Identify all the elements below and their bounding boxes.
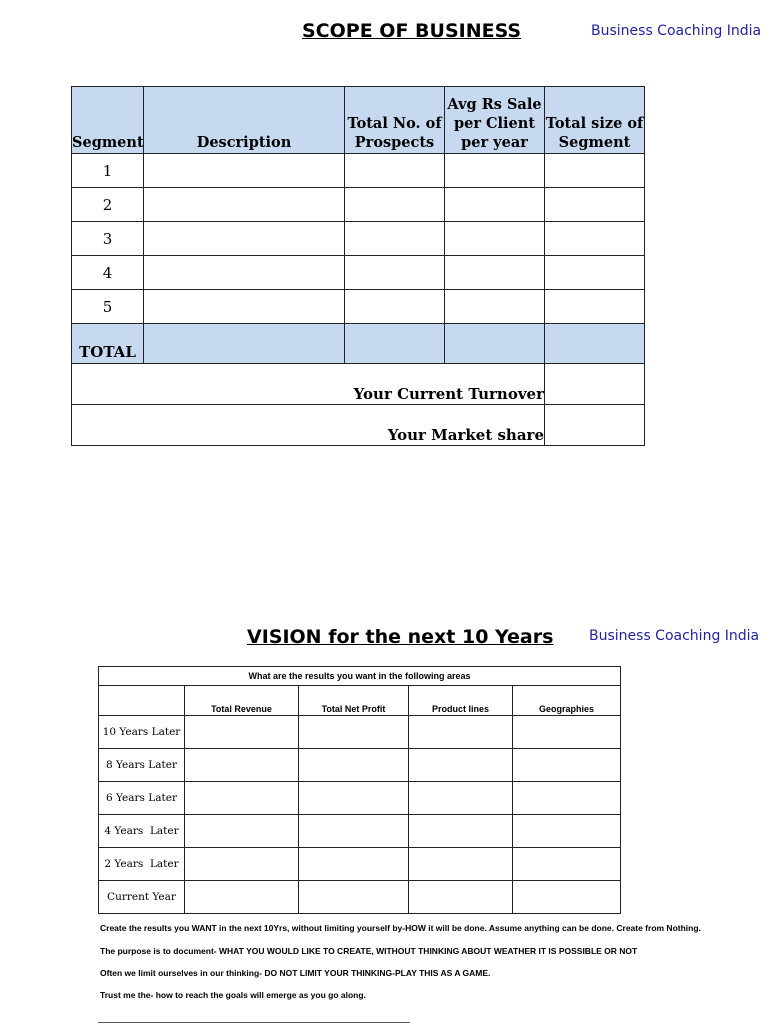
geographies-cell[interactable] [513, 815, 621, 848]
scope-brand: Business Coaching India [591, 23, 762, 39]
vision-row [99, 716, 621, 749]
market-share-value-cell[interactable] [545, 405, 645, 446]
bottom-divider [98, 1022, 410, 1023]
geographies-cell[interactable] [513, 749, 621, 782]
vision-title: VISION for the next 10 Years [247, 626, 554, 648]
product-lines-cell[interactable] [409, 815, 513, 848]
vision-row [99, 815, 621, 848]
net-profit-cell[interactable] [299, 716, 409, 749]
market-share-label: Your Market share [72, 405, 545, 446]
turnover-label: Your Current Turnover [72, 364, 545, 405]
total-description-cell[interactable] [144, 324, 345, 364]
revenue-cell[interactable] [185, 782, 299, 815]
net-profit-header: Total Net Profit [299, 686, 409, 716]
prospects-cell[interactable] [345, 290, 445, 324]
instruction-note: Trust me the- how to reach the goals will emerge as you go along. [100, 990, 366, 1000]
table-row [72, 154, 645, 188]
instruction-note: Create the results you WANT in the next 10Yrs, without limiting yourself by-HOW it will be done. Assume anything can be done. Create from Nothing. [100, 923, 701, 933]
table-row [72, 188, 645, 222]
turnover-value-cell[interactable] [545, 364, 645, 405]
segment-size-header: Total size of Segment [545, 87, 645, 154]
avg-sale-cell[interactable] [445, 154, 545, 188]
product-lines-header: Product lines [409, 686, 513, 716]
vision-corner-cell [99, 686, 185, 716]
vision-row [99, 848, 621, 881]
segment-number: 1 [72, 154, 144, 188]
avg-sale-header: Avg Rs Sale per Client per year [445, 87, 545, 154]
table-row [72, 222, 645, 256]
prospects-header: Total No. of Prospects [345, 87, 445, 154]
year-label: Current Year [99, 881, 185, 914]
description-cell[interactable] [144, 290, 345, 324]
prospects-cell[interactable] [345, 256, 445, 290]
revenue-cell[interactable] [185, 749, 299, 782]
product-lines-cell[interactable] [409, 716, 513, 749]
prospects-cell[interactable] [345, 188, 445, 222]
net-profit-cell[interactable] [299, 848, 409, 881]
total-segment-size-cell[interactable] [545, 324, 645, 364]
segment-number: 5 [72, 290, 144, 324]
turnover-row [72, 364, 645, 405]
instruction-note: Often we limit ourselves in our thinking- DO NOT LIMIT YOUR THINKING-PLAY THIS AS A GAME. [100, 968, 491, 978]
total-label: TOTAL [72, 324, 144, 364]
vision-caption-row [99, 667, 621, 686]
year-label: 8 Years Later [99, 749, 185, 782]
scope-title: SCOPE OF BUSINESS [302, 20, 522, 42]
avg-sale-cell[interactable] [445, 256, 545, 290]
revenue-cell[interactable] [185, 716, 299, 749]
vision-brand: Business Coaching India [589, 628, 760, 644]
prospects-cell[interactable] [345, 222, 445, 256]
net-profit-cell[interactable] [299, 881, 409, 914]
total-row [72, 324, 645, 364]
table-row [72, 290, 645, 324]
table-row [72, 256, 645, 290]
geographies-cell[interactable] [513, 848, 621, 881]
geographies-cell[interactable] [513, 881, 621, 914]
avg-sale-cell[interactable] [445, 188, 545, 222]
revenue-cell[interactable] [185, 848, 299, 881]
net-profit-cell[interactable] [299, 782, 409, 815]
total-prospects-cell[interactable] [345, 324, 445, 364]
revenue-cell[interactable] [185, 881, 299, 914]
segment-number: 2 [72, 188, 144, 222]
scope-table [71, 86, 645, 446]
prospects-cell[interactable] [345, 154, 445, 188]
description-header: Description [144, 87, 345, 154]
vision-row [99, 749, 621, 782]
description-cell[interactable] [144, 256, 345, 290]
segment-size-cell[interactable] [545, 256, 645, 290]
segment-header: Segment [72, 87, 144, 154]
vision-row [99, 881, 621, 914]
segment-size-cell[interactable] [545, 222, 645, 256]
year-label: 6 Years Later [99, 782, 185, 815]
year-label: 2 Years Later [99, 848, 185, 881]
product-lines-cell[interactable] [409, 881, 513, 914]
market-share-row [72, 405, 645, 446]
geographies-cell[interactable] [513, 782, 621, 815]
avg-sale-cell[interactable] [445, 222, 545, 256]
vision-table [98, 666, 621, 914]
vision-caption: What are the results you want in the following areas [99, 667, 621, 686]
revenue-cell[interactable] [185, 815, 299, 848]
vision-header-row [99, 686, 621, 716]
product-lines-cell[interactable] [409, 749, 513, 782]
net-profit-cell[interactable] [299, 815, 409, 848]
geographies-header: Geographies [513, 686, 621, 716]
year-label: 4 Years Later [99, 815, 185, 848]
total-revenue-header: Total Revenue [185, 686, 299, 716]
segment-size-cell[interactable] [545, 188, 645, 222]
description-cell[interactable] [144, 188, 345, 222]
description-cell[interactable] [144, 222, 345, 256]
total-avg-sale-cell[interactable] [445, 324, 545, 364]
instruction-note: The purpose is to document- WHAT YOU WOULD LIKE TO CREATE, WITHOUT THINKING ABOUT WEATHER IT IS POSSIBLE OR NOT [100, 946, 638, 956]
product-lines-cell[interactable] [409, 782, 513, 815]
scope-header-row [72, 87, 645, 154]
vision-row [99, 782, 621, 815]
net-profit-cell[interactable] [299, 749, 409, 782]
geographies-cell[interactable] [513, 716, 621, 749]
avg-sale-cell[interactable] [445, 290, 545, 324]
segment-number: 4 [72, 256, 144, 290]
segment-number: 3 [72, 222, 144, 256]
segment-size-cell[interactable] [545, 290, 645, 324]
year-label: 10 Years Later [99, 716, 185, 749]
segment-size-cell[interactable] [545, 154, 645, 188]
description-cell[interactable] [144, 154, 345, 188]
product-lines-cell[interactable] [409, 848, 513, 881]
